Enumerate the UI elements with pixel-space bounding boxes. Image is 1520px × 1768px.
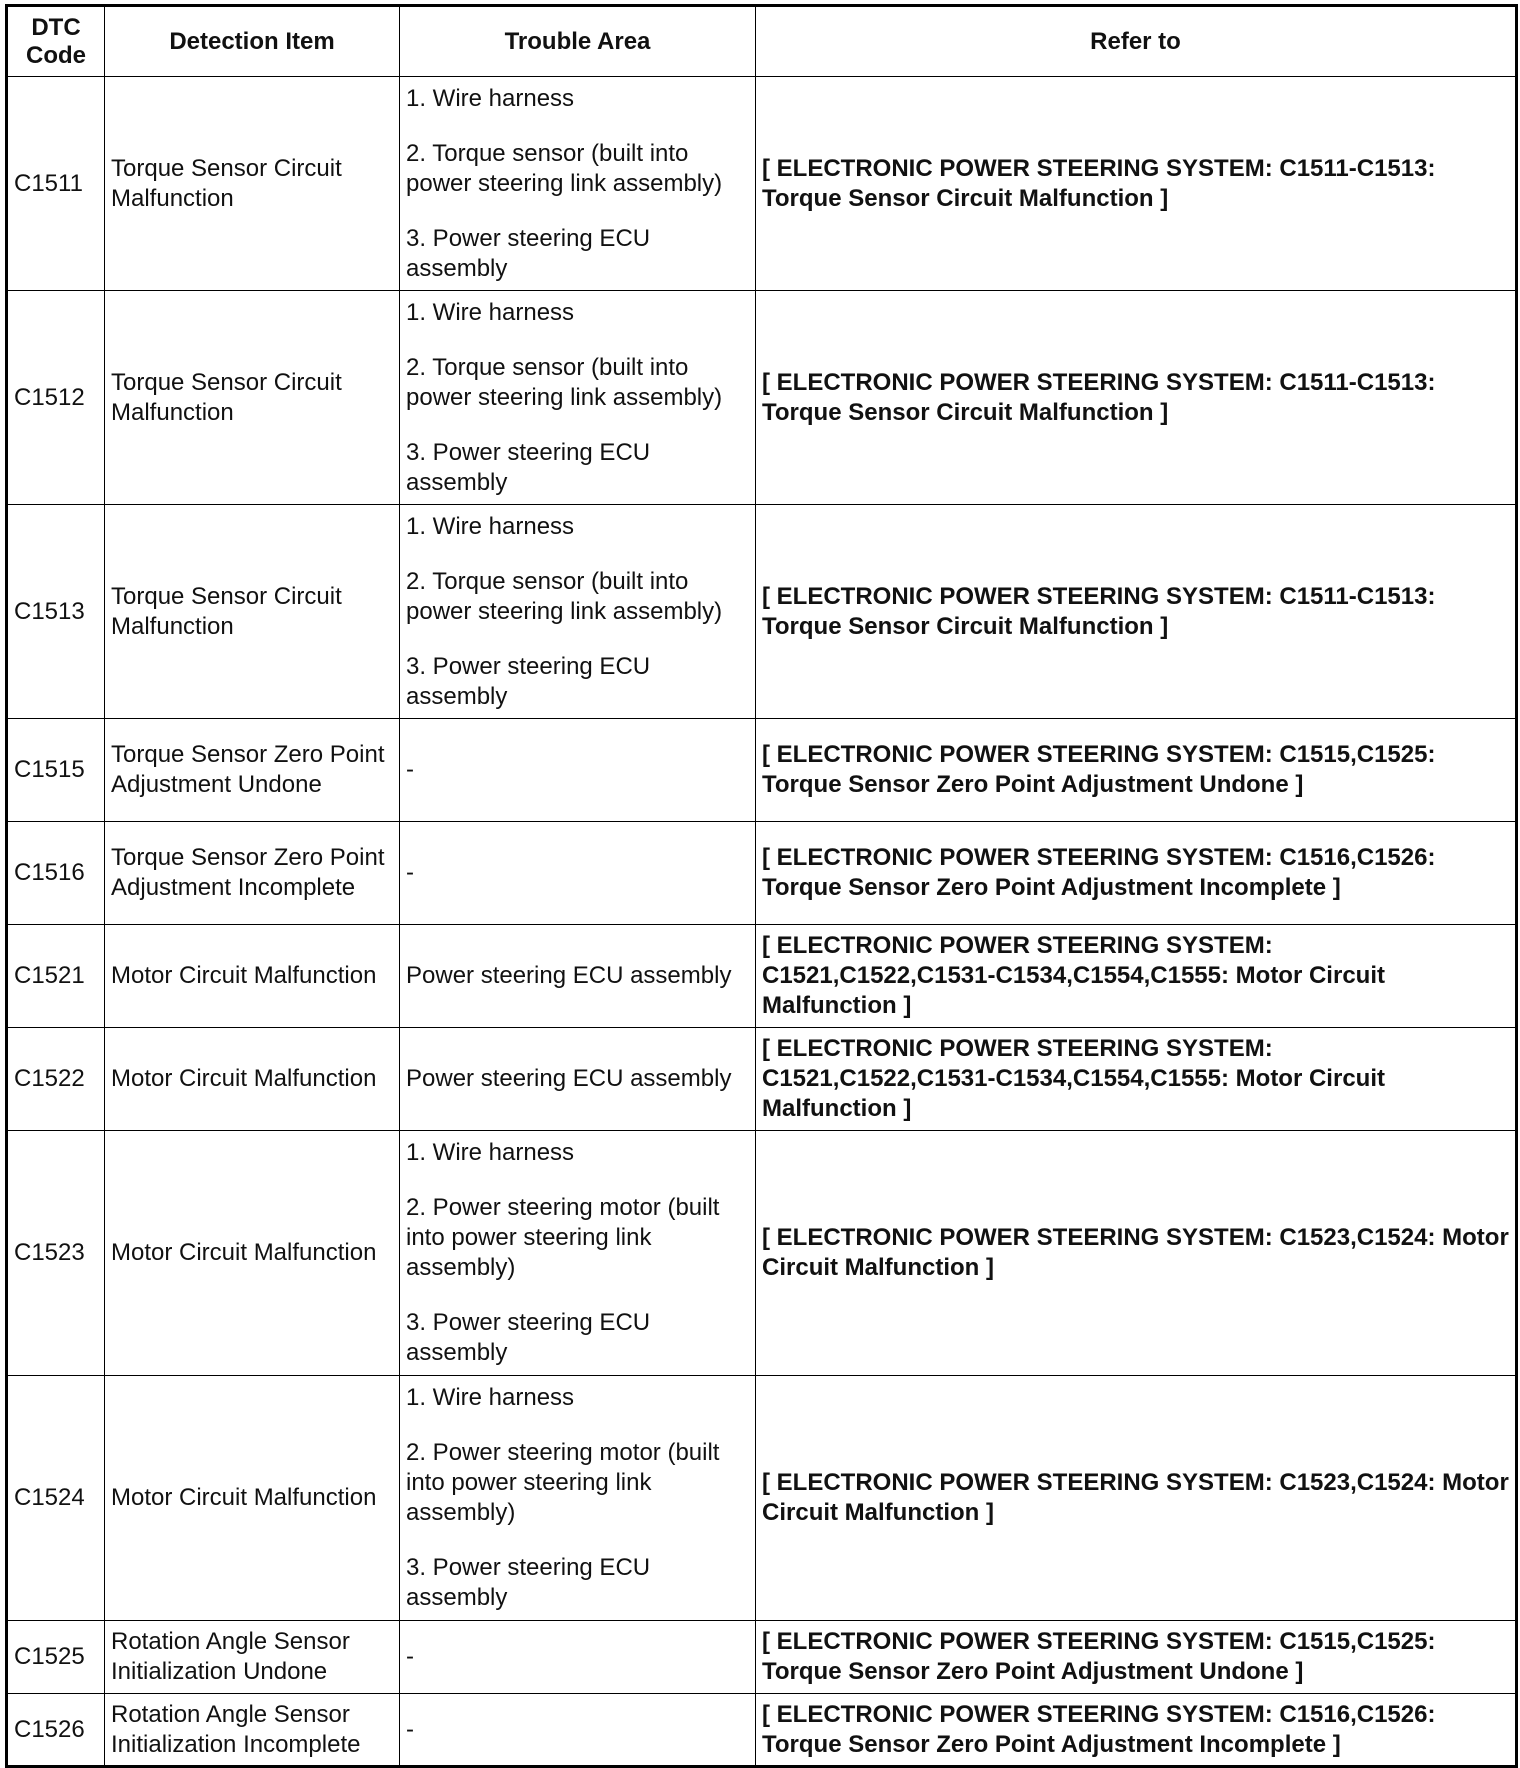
refer-to-link[interactable]: [ ELECTRONIC POWER STEERING SYSTEM: C1523,C1524: Motor Circuit Malfunction ] bbox=[756, 1131, 1517, 1376]
dtc-code-cell: C1513 bbox=[7, 505, 105, 719]
table-row bbox=[7, 505, 1517, 719]
refer-to-link[interactable]: [ ELECTRONIC POWER STEERING SYSTEM: C1511-C1513: Torque Sensor Circuit Malfunction ] bbox=[756, 505, 1517, 719]
trouble-area-cell bbox=[400, 925, 756, 1028]
trouble-area-item: 3. Power steering ECU assembly bbox=[406, 1554, 651, 1611]
refer-to-link[interactable]: [ ELECTRONIC POWER STEERING SYSTEM: C1521,C1522,C1531-C1534,C1554,C1555: Motor Circuit Malfunction ] bbox=[756, 1028, 1517, 1131]
dtc-code-cell: C1512 bbox=[7, 291, 105, 505]
trouble-area-item: 1. Wire harness bbox=[406, 1384, 575, 1411]
trouble-area-item: - bbox=[406, 859, 414, 886]
trouble-area-item: 2. Power steering motor (built into power steering link assembly) bbox=[406, 1194, 720, 1281]
table-row bbox=[7, 291, 1517, 505]
dtc-code-cell: C1522 bbox=[7, 1028, 105, 1131]
header-dtc-code-line2: Code bbox=[26, 41, 86, 69]
detection-item-cell: Rotation Angle Sensor Initialization Incomplete bbox=[105, 1694, 400, 1767]
detection-item-cell: Torque Sensor Circuit Malfunction bbox=[105, 291, 400, 505]
trouble-area-item: 2. Torque sensor (built into power steering link assembly) bbox=[406, 139, 723, 197]
dtc-table bbox=[5, 4, 1518, 1768]
table-row bbox=[7, 1028, 1517, 1131]
trouble-area-cell bbox=[400, 1131, 756, 1376]
trouble-area-item: 1. Wire harness bbox=[406, 84, 575, 112]
dtc-code-cell: C1525 bbox=[7, 1621, 105, 1694]
dtc-code-cell: C1515 bbox=[7, 719, 105, 822]
detection-item-cell: Torque Sensor Zero Point Adjustment Undone bbox=[105, 719, 400, 822]
detection-item-cell: Motor Circuit Malfunction bbox=[105, 1028, 400, 1131]
trouble-area-item: 1. Wire harness bbox=[406, 298, 575, 326]
trouble-area-item: Power steering ECU assembly bbox=[406, 962, 732, 989]
detection-item-cell: Torque Sensor Zero Point Adjustment Incomplete bbox=[105, 822, 400, 925]
trouble-area-item: 2. Power steering motor (built into power steering link assembly) bbox=[406, 1439, 720, 1526]
table-row bbox=[7, 925, 1517, 1028]
refer-to-link[interactable]: [ ELECTRONIC POWER STEERING SYSTEM: C1521,C1522,C1531-C1534,C1554,C1555: Motor Circuit Malfunction ] bbox=[756, 925, 1517, 1028]
trouble-area-item: Power steering ECU assembly bbox=[406, 1065, 732, 1092]
header-refer-to: Refer to bbox=[756, 6, 1517, 77]
trouble-area-item: - bbox=[406, 756, 414, 783]
trouble-area-cell bbox=[400, 719, 756, 822]
dtc-code-cell: C1524 bbox=[7, 1376, 105, 1621]
trouble-area-item: 3. Power steering ECU assembly bbox=[406, 1309, 651, 1366]
trouble-area-item: 2. Torque sensor (built into power steering link assembly) bbox=[406, 353, 723, 411]
dtc-code-cell: C1521 bbox=[7, 925, 105, 1028]
trouble-area-cell bbox=[400, 1376, 756, 1621]
trouble-area-cell bbox=[400, 1694, 756, 1767]
trouble-area-cell bbox=[400, 822, 756, 925]
detection-item-cell: Torque Sensor Circuit Malfunction bbox=[105, 77, 400, 291]
detection-item-cell: Torque Sensor Circuit Malfunction bbox=[105, 505, 400, 719]
table-row bbox=[7, 1376, 1517, 1621]
trouble-area-item: 3. Power steering ECU assembly bbox=[406, 438, 651, 496]
table-row bbox=[7, 822, 1517, 925]
trouble-area-item: - bbox=[406, 1715, 414, 1743]
table-body bbox=[7, 77, 1517, 1767]
header-row bbox=[7, 6, 1517, 77]
refer-to-link[interactable]: [ ELECTRONIC POWER STEERING SYSTEM: C1515,C1525: Torque Sensor Zero Point Adjustment Undone ] bbox=[756, 719, 1517, 822]
dtc-code-cell: C1511 bbox=[7, 77, 105, 291]
header-trouble-area: Trouble Area bbox=[400, 6, 756, 77]
refer-to-link[interactable]: [ ELECTRONIC POWER STEERING SYSTEM: C1511-C1513: Torque Sensor Circuit Malfunction ] bbox=[756, 77, 1517, 291]
trouble-area-item: - bbox=[406, 1643, 414, 1670]
trouble-area-item: 1. Wire harness bbox=[406, 1139, 575, 1166]
table-row bbox=[7, 1131, 1517, 1376]
refer-to-link[interactable]: [ ELECTRONIC POWER STEERING SYSTEM: C1516,C1526: Torque Sensor Zero Point Adjustment Incomplete ] bbox=[756, 1694, 1517, 1767]
table-header bbox=[7, 6, 1517, 77]
detection-item-cell: Motor Circuit Malfunction bbox=[105, 1376, 400, 1621]
trouble-area-cell bbox=[400, 77, 756, 291]
trouble-area-item: 3. Power steering ECU assembly bbox=[406, 224, 651, 282]
trouble-area-item: 2. Torque sensor (built into power steering link assembly) bbox=[406, 567, 723, 625]
detection-item-cell: Motor Circuit Malfunction bbox=[105, 1131, 400, 1376]
detection-item-cell: Rotation Angle Sensor Initialization Undone bbox=[105, 1621, 400, 1694]
header-dtc-code bbox=[7, 6, 105, 77]
refer-to-link[interactable]: [ ELECTRONIC POWER STEERING SYSTEM: C1511-C1513: Torque Sensor Circuit Malfunction ] bbox=[756, 291, 1517, 505]
refer-to-link[interactable]: [ ELECTRONIC POWER STEERING SYSTEM: C1515,C1525: Torque Sensor Zero Point Adjustment Undone ] bbox=[756, 1621, 1517, 1694]
dtc-code-cell: C1523 bbox=[7, 1131, 105, 1376]
refer-to-link[interactable]: [ ELECTRONIC POWER STEERING SYSTEM: C1523,C1524: Motor Circuit Malfunction ] bbox=[756, 1376, 1517, 1621]
dtc-code-cell: C1516 bbox=[7, 822, 105, 925]
header-dtc-code-line1: DTC bbox=[31, 13, 81, 41]
table-row bbox=[7, 1621, 1517, 1694]
trouble-area-item: 3. Power steering ECU assembly bbox=[406, 652, 651, 710]
table-row bbox=[7, 1694, 1517, 1767]
trouble-area-item: 1. Wire harness bbox=[406, 512, 575, 540]
table-row bbox=[7, 719, 1517, 822]
trouble-area-cell bbox=[400, 505, 756, 719]
trouble-area-cell bbox=[400, 1621, 756, 1694]
header-detection-item: Detection Item bbox=[105, 6, 400, 77]
trouble-area-cell bbox=[400, 1028, 756, 1131]
table-row bbox=[7, 77, 1517, 291]
refer-to-link[interactable]: [ ELECTRONIC POWER STEERING SYSTEM: C1516,C1526: Torque Sensor Zero Point Adjustment Incomplete ] bbox=[756, 822, 1517, 925]
detection-item-cell: Motor Circuit Malfunction bbox=[105, 925, 400, 1028]
trouble-area-cell bbox=[400, 291, 756, 505]
dtc-code-cell: C1526 bbox=[7, 1694, 105, 1767]
